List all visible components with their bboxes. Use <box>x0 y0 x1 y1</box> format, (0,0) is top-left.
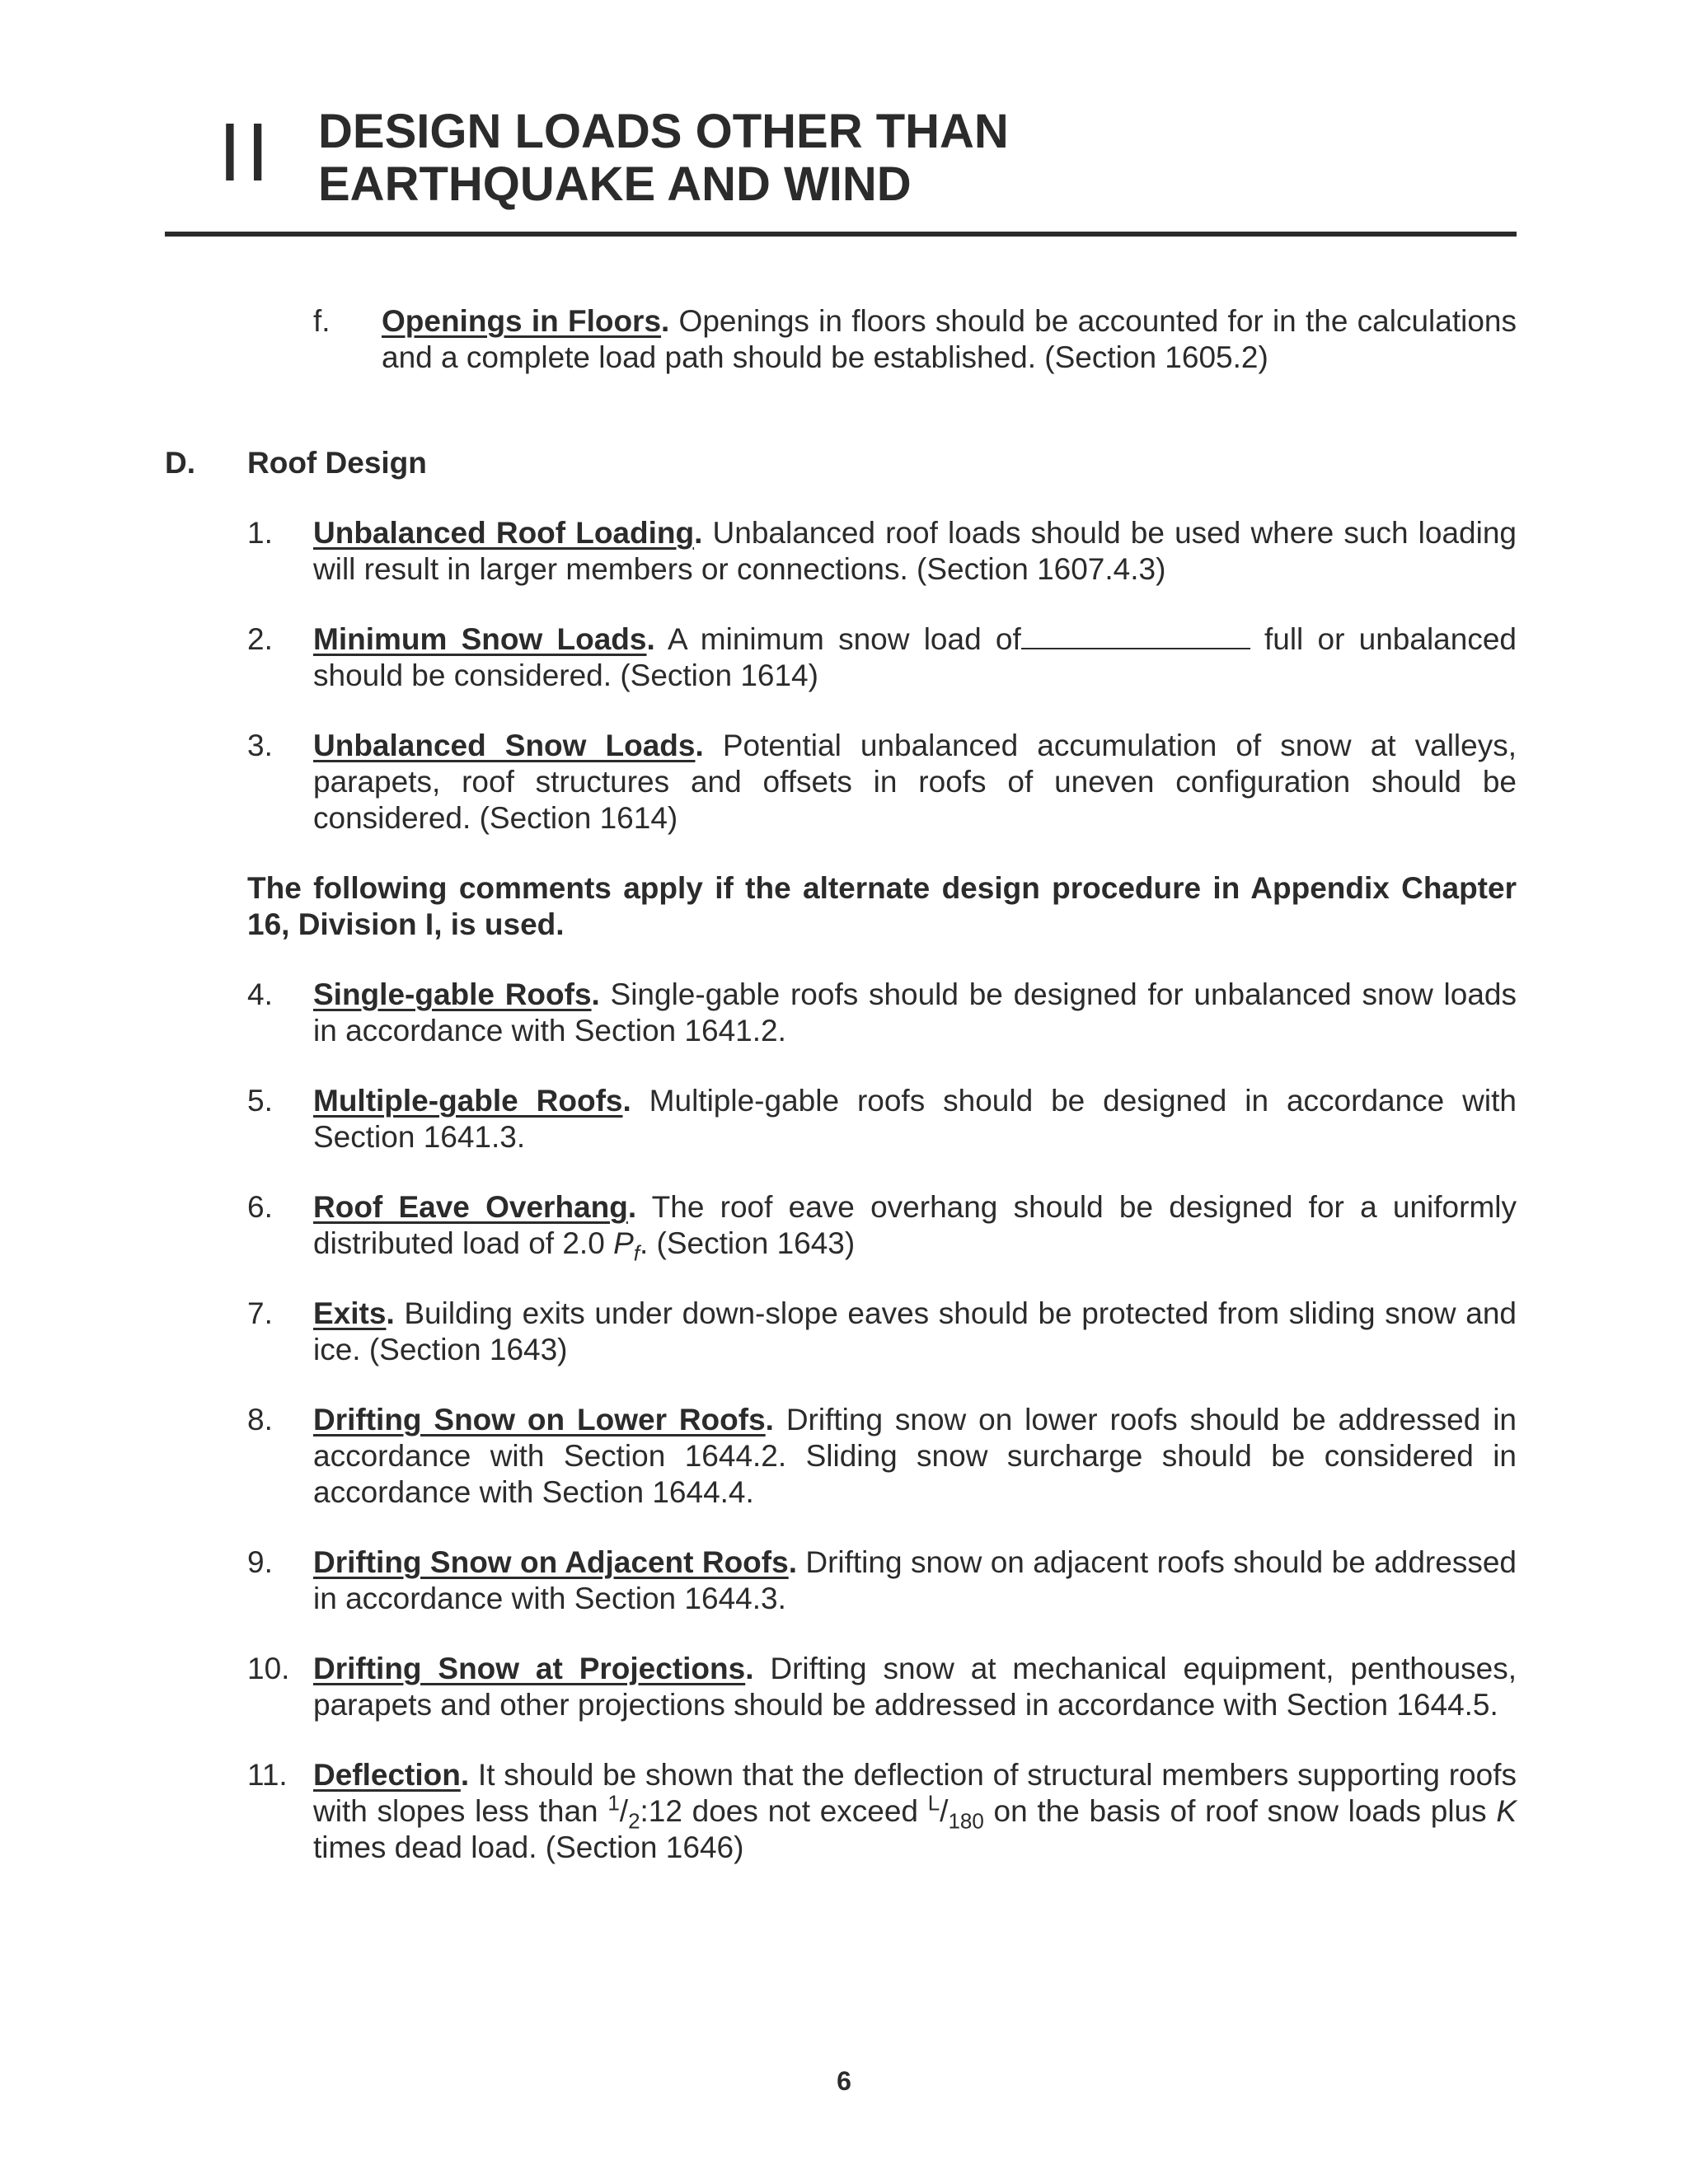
list-item-11: 11. Deflection. It should be shown that the deflection of structural members supporting roofs with slopes less than $^1/_2:12$ does not exceed $^L/_{180}$ on the basis of roof snow loads plus K times dead load. (Section 1646) <box>247 1758 1517 1864</box>
list-item-9: 9. Drifting Snow on Adjacent Roofs. Drifting snow on adjacent roofs should be addressed in accordance with Section 1644.3. <box>247 1545 1517 1615</box>
item-text: :12 does not exceed <box>640 1794 928 1828</box>
item-text: Openings in floors should be accounted for in the calculations and a complete load path should be established. (Section 1605.2) <box>382 304 1517 374</box>
page-number: 6 <box>837 2066 851 2096</box>
list-item-5: 5. Multiple-gable Roofs. Multiple-gable roofs should be designed in accordance with Section 1641.3. <box>247 1084 1517 1154</box>
item-title: Multiple-gable Roofs <box>313 1084 623 1118</box>
header-rule <box>165 232 1517 237</box>
item-text: Unbalanced roof loads should be used where such loading will result in larger members or connections. (Section 1607.4.3) <box>313 516 1517 586</box>
item-title: Unbalanced Roof Loading <box>313 516 695 550</box>
variable-k: K <box>1496 1794 1517 1828</box>
variable-p-subscript: f <box>633 1240 640 1266</box>
page-header <box>165 99 1517 239</box>
fraction-1-denominator: 2 <box>628 1808 640 1834</box>
item-title: Exits <box>313 1296 387 1330</box>
list-item-10: 10. Drifting Snow at Projections. Drifting snow at mechanical equipment, penthouses, parapets and other projections should be addressed in accordance with Section 1644.5. <box>247 1652 1517 1722</box>
item-text: Potential unbalanced accumulation of snow at valleys, parapets, roof structures and offsets in roofs of uneven configuration should be considered. (Section 1614) <box>313 729 1517 835</box>
section-d-title: Roof Design <box>247 446 427 480</box>
item-number: 10. <box>247 1652 290 1685</box>
item-text: Drifting snow on lower roofs should be addressed in accordance with Section 1644.2. Sliding snow surcharge should be considered in accordance with Section 1644.4. <box>313 1403 1517 1509</box>
item-title: Drifting Snow on Adjacent Roofs <box>313 1545 789 1579</box>
fraction-1-numerator: 1 <box>607 1790 620 1816</box>
item-number: 7. <box>247 1296 273 1330</box>
list-item-4: 4. Single-gable Roofs. Single-gable roofs should be designed for unbalanced snow loads in accordance with Section 1641.2. <box>247 977 1517 1047</box>
variable-p: P <box>613 1226 634 1260</box>
fraction-2-denominator: 180 <box>948 1808 984 1834</box>
item-title: Drifting Snow at Projections <box>313 1652 746 1685</box>
list-item-6: 6. Roof Eave Overhang. The roof eave overhang should be designed for a uniformly distributed load of 2.0 $P_f$. (Section 1643) <box>247 1190 1517 1266</box>
item-title: Deflection <box>313 1758 461 1792</box>
item-text: on the basis of roof snow loads plus <box>983 1794 1497 1828</box>
alternate-procedure-note: The following comments apply if the alternate design procedure in Appendix Chapter 16, Division I, is used. <box>247 871 1517 941</box>
item-number: f. <box>313 304 331 338</box>
list-item-1: 1. Unbalanced Roof Loading. Unbalanced roof loads should be used where such loading will result in larger members or connections. (Section 1607.4.3) <box>247 516 1517 586</box>
item-text: The roof eave overhang should be designed for a uniformly distributed load of 2.0 <box>313 1190 1517 1260</box>
item-text: Drifting snow at mechanical equipment, penthouses, parapets and other projections should be addressed in accordance with Section 1644.5. <box>313 1652 1517 1722</box>
section-title <box>318 105 1009 211</box>
item-title: Drifting Snow on Lower Roofs <box>313 1403 766 1436</box>
list-item-2: 2. Minimum Snow Loads. A minimum snow load of full or unbalanced should be considered. (Section 1614) <box>247 622 1517 692</box>
item-number: 1. <box>247 516 273 550</box>
item-text: . (Section 1643) <box>640 1226 856 1260</box>
item-number: 6. <box>247 1190 273 1224</box>
item-number: 8. <box>247 1403 273 1436</box>
item-number: 4. <box>247 977 273 1011</box>
list-item-3: 3. Unbalanced Snow Loads. Potential unbalanced accumulation of snow at valleys, parapets, roof structures and offsets in roofs of uneven configuration should be considered. (Section 1614) <box>247 729 1517 835</box>
item-title: Roof Eave Overhang <box>313 1190 628 1224</box>
section-d-letter: D. <box>165 446 195 480</box>
list-item-f: f. Openings in Floors. Openings in floors should be accounted for in the calculations and a complete load path should be established. (Section 1605.2) <box>313 304 1517 374</box>
list-item-8: 8. Drifting Snow on Lower Roofs. Drifting snow on lower roofs should be addressed in accordance with Section 1644.2. Sliding snow surcharge should be considered in accordance with Section 1644.4. <box>247 1403 1517 1509</box>
item-text: It should be shown that the deflection of structural members supporting roofs with slopes less than <box>313 1758 1517 1828</box>
item-text: Single-gable roofs should be designed for unbalanced snow loads in accordance with Section 1641.2. <box>313 977 1517 1047</box>
item-number: 9. <box>247 1545 273 1579</box>
item-title: Minimum Snow Loads <box>313 622 647 656</box>
fill-in-blank[interactable] <box>1021 623 1250 649</box>
item-number: 2. <box>247 622 273 656</box>
item-title: Openings in Floors <box>382 304 662 338</box>
section-d-heading <box>165 445 1517 481</box>
item-text: full or unbalanced should be considered. (Section 1614) <box>313 622 1517 692</box>
section-title-line-2: EARTHQUAKE AND WIND <box>318 157 912 211</box>
item-text: Building exits under down-slope eaves should be protected from sliding snow and ice. (Section 1643) <box>313 1296 1517 1366</box>
item-text: Drifting snow on adjacent roofs should be addressed in accordance with Section 1644.3. <box>313 1545 1517 1615</box>
fraction-2-numerator: L <box>927 1790 940 1816</box>
item-text: A minimum snow load of <box>654 622 1021 656</box>
item-number: 3. <box>247 729 273 762</box>
item-number: 5. <box>247 1084 273 1118</box>
item-text: Multiple-gable roofs should be designed in accordance with Section 1641.3. <box>313 1084 1517 1154</box>
item-text: times dead load. (Section 1646) <box>313 1830 744 1864</box>
page-content <box>165 303 1517 1900</box>
item-title: Unbalanced Snow Loads <box>313 729 696 762</box>
item-number: 11. <box>247 1758 288 1792</box>
section-title-line-1: DESIGN LOADS OTHER THAN <box>318 105 1009 158</box>
section-number: II <box>218 106 274 199</box>
list-item-7: 7. Exits. Building exits under down-slope eaves should be protected from sliding snow and ice. (Section 1643) <box>247 1296 1517 1366</box>
item-title: Single-gable Roofs <box>313 977 592 1011</box>
